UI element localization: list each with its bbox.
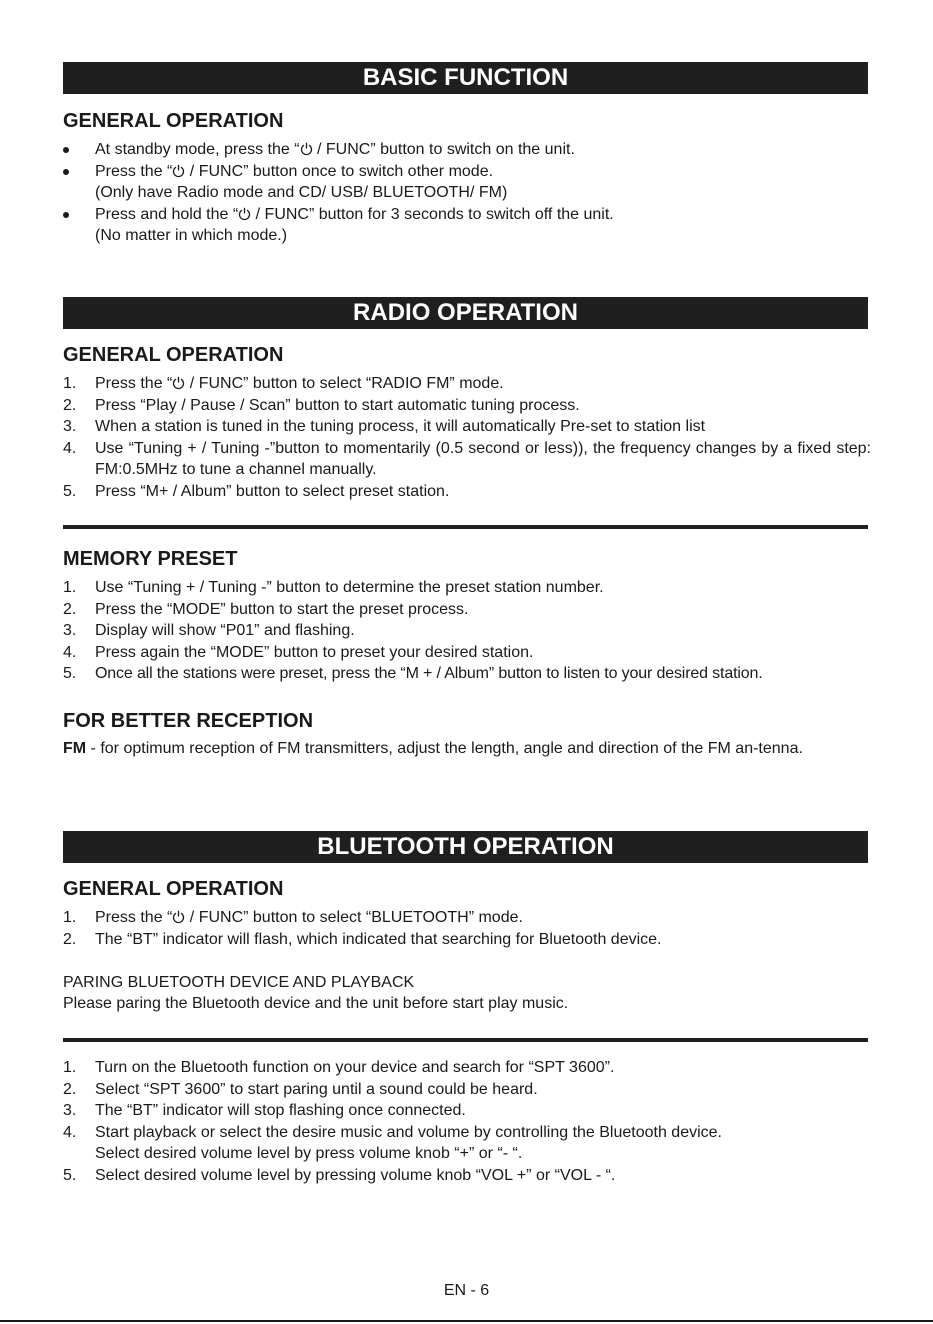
bullet-dot bbox=[63, 147, 69, 153]
pairing-heading: PARING BLUETOOTH DEVICE AND PLAYBACK bbox=[63, 974, 415, 991]
list-item: 2. Press the “MODE” button to start the preset process. bbox=[63, 600, 469, 618]
list-item: 2. Select “SPT 3600” to start paring until a sound could be heard. bbox=[63, 1080, 538, 1098]
list-item: 3. The “BT” indicator will stop flashing once connected. bbox=[63, 1102, 466, 1119]
list-item: At standby mode, press the “ / FUNC” button to switch on the unit. bbox=[63, 139, 871, 161]
section-divider bbox=[63, 1038, 868, 1042]
list-basic-general bbox=[63, 139, 871, 247]
heading-basic-general-operation: GENERAL OPERATION bbox=[63, 110, 284, 132]
banner-radio-operation: RADIO OPERATION bbox=[63, 297, 868, 329]
power-icon bbox=[300, 142, 313, 156]
list-item: (No matter in which mode.) bbox=[95, 227, 288, 244]
list-memory-preset bbox=[63, 577, 871, 685]
heading-radio-general-operation: GENERAL OPERATION bbox=[63, 344, 284, 366]
list-item: 4. Start playback or select the desire music and volume by controlling the Bluetooth device. bbox=[63, 1123, 722, 1141]
page-number: EN - 6 bbox=[443, 1282, 490, 1299]
list-bluetooth-pairing bbox=[63, 1057, 871, 1186]
list-item: Select desired volume level by press volume knob “+” or “- “. bbox=[95, 1145, 523, 1162]
section-divider bbox=[63, 525, 868, 529]
banner-bluetooth-operation: BLUETOOTH OPERATION bbox=[63, 831, 868, 863]
bullet-dot bbox=[63, 169, 69, 175]
power-icon bbox=[172, 910, 185, 924]
power-icon bbox=[172, 376, 185, 390]
power-icon bbox=[238, 207, 251, 221]
bullet-dot bbox=[63, 212, 69, 218]
power-icon bbox=[172, 164, 185, 178]
list-item: 3. Display will show “P01” and flashing. bbox=[63, 622, 355, 639]
heading-bluetooth-general-operation: GENERAL OPERATION bbox=[63, 878, 284, 900]
list-item: 1. Turn on the Bluetooth function on your device and search for “SPT 3600”. bbox=[63, 1059, 615, 1076]
list-item: 5. Once all the stations were preset, press the “M + / Album” button to listen to your desired station. bbox=[63, 665, 763, 682]
list-item: 1. Press the “ / FUNC” button to select “RADIO FM” mode. bbox=[63, 375, 504, 392]
list-item: Press and hold the “ / FUNC” button for 3 seconds to switch off the unit. bbox=[63, 204, 871, 226]
list-item: (Only have Radio mode and CD/ USB/ BLUETOOTH/ FM) bbox=[95, 184, 508, 201]
list-item: Press the “ / FUNC” button once to switch other mode. bbox=[63, 161, 871, 183]
banner-basic-function: BASIC FUNCTION bbox=[63, 62, 868, 94]
list-item: 4. Press again the “MODE” button to preset your desired station. bbox=[63, 643, 534, 661]
list-item: 2. Press “Play / Pause / Scan” button to start automatic tuning process. bbox=[63, 396, 580, 414]
list-bluetooth-general bbox=[63, 907, 871, 950]
list-item: 5. Select desired volume level by pressing volume knob “VOL +” or “VOL - “. bbox=[63, 1166, 616, 1184]
heading-better-reception: FOR BETTER RECEPTION bbox=[63, 710, 314, 732]
pairing-intro: Please paring the Bluetooth device and the unit before start play music. bbox=[63, 995, 569, 1012]
list-item: 4. Use “Tuning + / Tuning -”button to momentarily (0.5 second or less)), the frequency changes by a fixed step: FM:0.5MHz to tune a channel manually. bbox=[63, 439, 871, 478]
list-item: 5. Press “M+ / Album” button to select preset station. bbox=[63, 482, 450, 500]
list-item: 1. Press the “ / FUNC” button to select “BLUETOOTH” mode. bbox=[63, 909, 523, 926]
list-item: 3. When a station is tuned in the tuning process, it will automatically Pre-set to station list bbox=[63, 418, 706, 435]
reception-fm-label: FM bbox=[63, 740, 87, 757]
list-item: 2. The “BT” indicator will flash, which indicated that searching for Bluetooth device. bbox=[63, 930, 662, 948]
heading-memory-preset: MEMORY PRESET bbox=[63, 548, 238, 570]
reception-paragraph: FM - for optimum reception of FM transmitters, adjust the length, angle and direction of the FM an-tenna. bbox=[63, 740, 803, 757]
page-bottom-border bbox=[0, 1320, 933, 1322]
list-radio-general bbox=[63, 373, 871, 502]
list-item: 1. Use “Tuning + / Tuning -” button to determine the preset station number. bbox=[63, 579, 604, 596]
